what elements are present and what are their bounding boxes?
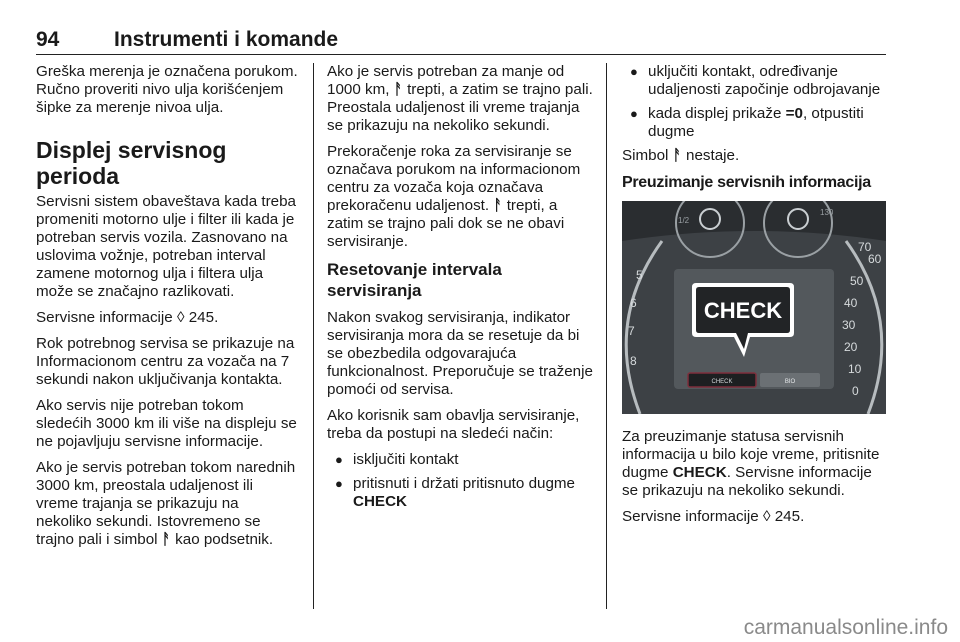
paragraph: Rok potrebnog servisa se prikazuje na Informacionom centru za vozača na 7 sekundi nakon uključivanja kontakta. [36, 335, 295, 388]
speed-tick-label: 10 [848, 362, 862, 376]
text: Ako je servis potreban tokom narednih 3000 km, preostala udaljenost ili vreme trajanja se prikazuju na nekoliko sekundi. Istovremeno se trajno pali i simbol [36, 459, 296, 548]
bullet-icon: ● [335, 452, 343, 467]
rpm-tick-label: 5 [636, 268, 643, 282]
reference-arrow-icon: ◊ [176, 309, 185, 326]
column-divider [313, 63, 314, 609]
speed-tick-label: 20 [844, 340, 858, 354]
text: Ako je servis potreban za manje od 1000 km, [327, 63, 565, 98]
text: pritisnuti i držati pritisnuto dugme [353, 475, 576, 492]
list-item-text [353, 475, 593, 511]
column-3 [622, 63, 888, 534]
service-wrench-icon: ᚨ [672, 147, 682, 164]
list-item-text: isključiti kontakt [353, 451, 459, 468]
text: Prekoračenje roka za servisiranje se označava porukom na informacionom centru za vozača koja označava prekoračenu udaljenost. [327, 143, 581, 214]
column-2 [327, 63, 593, 517]
paragraph [622, 147, 888, 165]
text: trepti, a zatim se trajno pali. Preostala udaljenost ili vreme trajanja se prikazuju na nekoliko sekundi. [327, 81, 593, 134]
bullet-icon: ● [630, 64, 638, 79]
bullet-icon: ● [335, 476, 343, 491]
text: Simbol [622, 147, 669, 164]
paragraph [622, 508, 888, 526]
speed-tick-label: 0 [852, 384, 859, 398]
text: kada displej prikaže [648, 105, 782, 122]
second-button-label: BIO [784, 379, 796, 385]
page-reference[interactable]: 245. [188, 309, 219, 326]
text: trepti, a zatim se trajno pali dok se ne obavi servisiranje. [327, 197, 565, 250]
service-wrench-icon: ᚨ [393, 81, 403, 98]
list-item [327, 451, 593, 469]
paragraph: Ako servis nije potreban tokom sledećih 3000 km ili više na displeju se ne pojavljuju servisne informacije. [36, 397, 297, 450]
speed-tick-label: 30 [842, 318, 856, 332]
button-name: CHECK [672, 464, 727, 481]
paragraph [36, 459, 298, 549]
list-item-text [648, 105, 888, 141]
list-item [622, 105, 888, 141]
button-name: CHECK [353, 493, 408, 510]
page-reference[interactable]: 245. [774, 508, 805, 525]
text: Servisne informacije [622, 508, 759, 525]
reference-arrow-icon: ◊ [762, 508, 771, 525]
section-heading: Displej servisnog perioda [36, 137, 227, 189]
watermark: carmanualsonline.info [743, 616, 948, 639]
check-button-label: CHECK [711, 379, 733, 385]
column-divider [606, 63, 607, 609]
speed-tick-label: 50 [850, 274, 864, 288]
paragraph [327, 143, 593, 251]
text: , otpustiti dugme [648, 105, 864, 140]
speed-tick-label: 60 [868, 252, 882, 266]
paragraph [622, 428, 888, 500]
display-value: =0 [785, 105, 803, 122]
paragraph [327, 63, 593, 135]
list-item-text: uključiti kontakt, određivanje udaljenosti započinje odbrojavanje [648, 63, 881, 98]
service-wrench-icon: ᚨ [161, 531, 171, 548]
text: . Servisne informacije se prikazuju na nekoliko sekundi. [622, 464, 872, 499]
paragraph: Ako korisnik sam obavlja servisiranje, treba da postupi na sledeći način: [327, 407, 580, 442]
paragraph: Servisni sistem obaveštava kada treba promeniti motorno ulje i filter ili kada je potreban servis vozila. Zasnovano na uslovima vožnje, potreban interval zamene motornog ulja i filtera ulja može se značajno razlikovati. [36, 193, 297, 300]
gauge-label: 130 [820, 208, 834, 217]
text: Servisne informacije [36, 309, 173, 326]
paragraph: Nakon svakog servisiranja, indikator servisiranja mora da se resetuje da bi se obezbedila odgovarajuća funkcionalnost. Preporučuje se traženje pomoći od servisa. [327, 309, 593, 398]
page-header [36, 28, 886, 55]
speed-tick-label: 70 [858, 240, 872, 254]
paragraph: Greška merenja je označena porukom. Ručno proveriti nivo ulja korišćenjem šipke za merenje nivoa ulja. [36, 63, 298, 116]
subsection-heading: Preuzimanje servisnih informacija [622, 174, 871, 191]
list-item [622, 63, 888, 99]
text: Za preuzimanje statusa servisnih informacija u bilo koje vreme, pritisnite dugme [622, 428, 880, 481]
service-wrench-icon: ᚨ [493, 197, 503, 214]
text: nestaje. [686, 147, 740, 164]
rpm-tick-label: 6 [630, 296, 637, 310]
rpm-tick-label: 8 [630, 354, 637, 368]
chapter-title: Instrumenti i komande [114, 28, 339, 51]
column-1 [36, 63, 298, 557]
check-callout-text: CHECK [703, 298, 783, 323]
page-number: 94 [36, 28, 60, 51]
rpm-tick-label: 7 [628, 324, 635, 338]
list-item [327, 475, 593, 511]
paragraph [36, 309, 298, 327]
text: kao podsetnik. [175, 531, 274, 548]
speed-tick-label: 40 [844, 296, 858, 310]
instrument-cluster-illustration [622, 201, 886, 414]
bullet-icon: ● [630, 106, 638, 121]
gauge-label: 1/2 [678, 216, 690, 225]
subsection-heading: Resetovanje intervala servisiranja [327, 260, 502, 300]
